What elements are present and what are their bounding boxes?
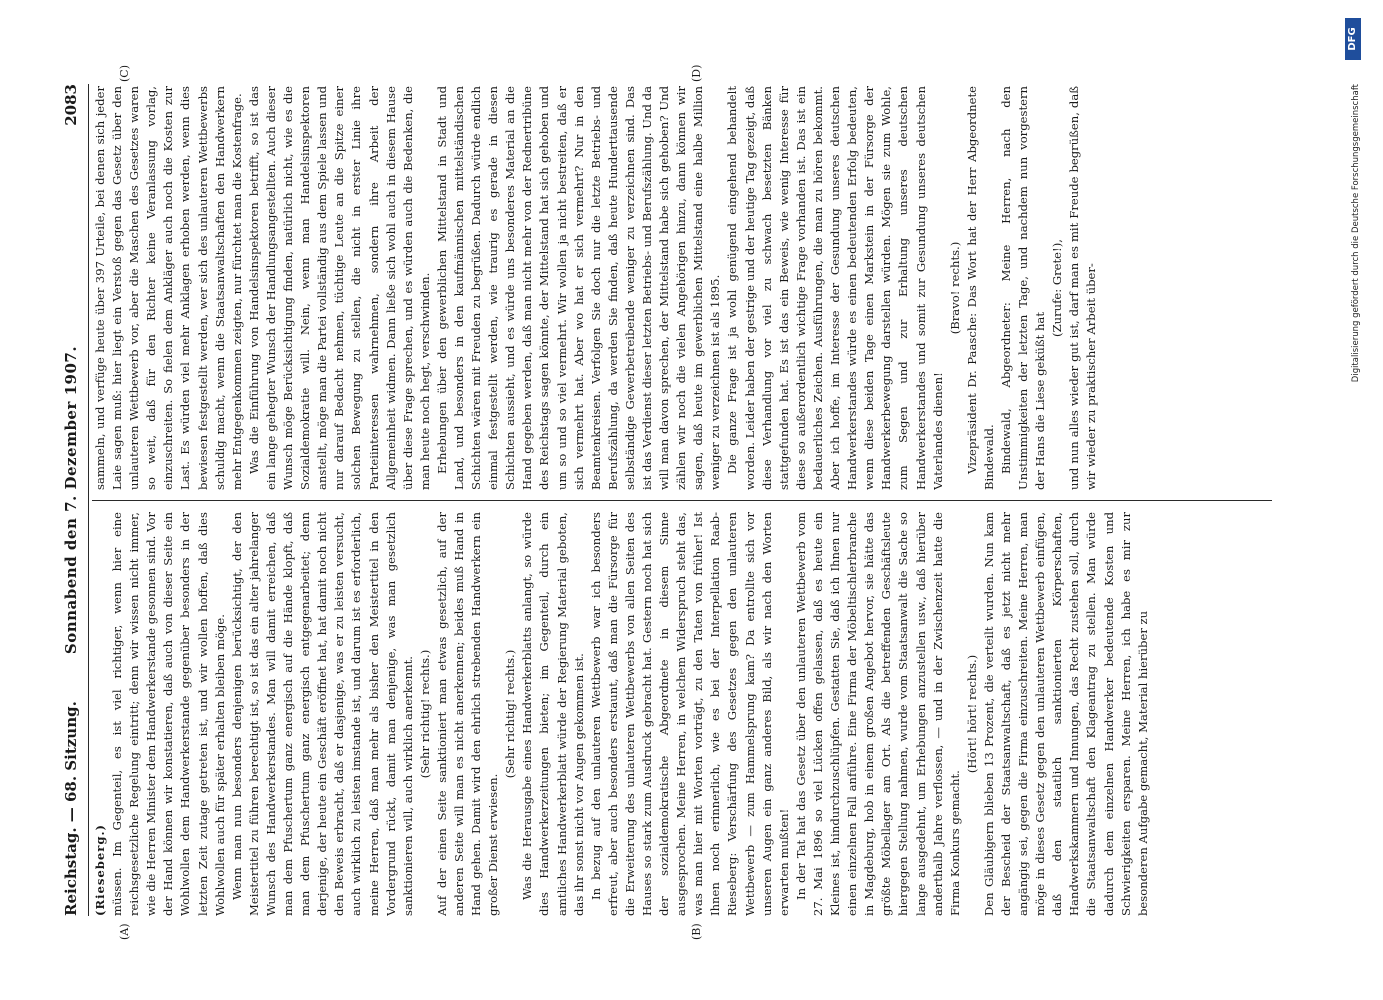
header-date: Sonnabend den 7. Dezember 1907. xyxy=(62,345,80,655)
paragraph: Vizepräsident Dr. Paasche: Das Wort hat der Herr Abgeordnete Bindewald. xyxy=(964,86,996,490)
header-rule xyxy=(88,84,89,916)
paragraph: Wenn man nun besonders denjenigen berücksichtigt, der den Meistertitel zu führen berechtigt ist, so ist das ein alter jahrelanger Wunsch des Handwerkerstandes. Man will damit erreichen, daß man dem Pfuschertum ganz energisch auf die Hände klopft, daß man dem Pfuschertum ganz energisch entgegenarbeitet; denn derjenige, der heute ein Geschäft eröffnet hat, hat damit noch nicht den Beweis erbracht, daß er dasjenige, was er zu leisten versucht, auch wirklich zu leisten imstande ist, und darum ist es erforderlich, meine Herren, daß man mehr als bisher den Meistertitel in den Vordergrund rückt, damit man denjenige, was man gesetzlich sanktionieren will, auch wirklich anerkennt. xyxy=(229,512,415,916)
interjection: (Sehr richtig! rechts.) xyxy=(503,649,518,779)
paragraph: Was die Herausgabe eines Handwerkerblatts anlangt, so würde dies Handwerkerzeitungen bieten; im Gegenteil, durch ein amtliches Handwerkerblatt würde der Regierung Material geboten, das ihr sonst nicht vor Augen gekommen ist. xyxy=(520,512,586,916)
margin-mark-d: (D) xyxy=(690,64,703,82)
page-header xyxy=(58,84,92,916)
paragraph: Auf der einen Seite sanktioniert man etwas gesetzlich, auf der anderen Seite will man es nicht anerkennen; beides muß Hand in Hand gehen. Damit wird den ehrlich strebenden Handwerkern ein großer Dienst erwiesen. xyxy=(434,512,501,916)
paragraph: und nun alles wieder gut ist, darf man es mit Freude begrüßen, daß wir wieder zu praktischer Arbeit über- xyxy=(1067,86,1099,490)
left-text-column xyxy=(92,512,1272,916)
margin-mark-c: (C) xyxy=(118,65,131,82)
interjection: (Sehr richtig! rechts.) xyxy=(417,649,432,779)
right-text-column xyxy=(92,86,1272,490)
interjection: (Zurufe: Grete!), xyxy=(1050,239,1065,337)
paragraph: müssen. Im Gegenteil, es ist viel richtiger, wenn hier eine reichsgesetzliche Regelung eintritt; denn wir wissen nicht immer, wie die Herren Minister dem Handwerkerstande gesonnen sind. Vor der Hand können wir konstatieren, daß auch von dieser Seite ein Wohlwollen dem Handwerkerstande gegenüber besonders in der letzten Zeit zutage getreten ist, und wir wollen hoffen, daß dies Wohlwollen auch für später erhalten bleiben möge. xyxy=(110,512,227,916)
column-divider xyxy=(92,500,1272,501)
interjection: (Hört! hört! rechts.) xyxy=(964,654,979,774)
paragraph: Die ganze Frage ist ja wohl genügend eingehend behandelt worden. Leider haben der gestrige und der heutige Tag gezeigt, daß diese Verhandlung vor viel zu schwach besetzten Bänken stattgefunden hat. Es ist das ein Beweis, wie wenig Interesse für diese so außerordentlich wichtige Frage vorhanden ist. Das ist ein bedauerliches Zeichen. Ausführungen, die man zu hören bekommt. Aber ich hoffe, im Interesse der Gesundung unseres deutschen Handwerkerstandes würde es einen bedeutenden Erfolg bedeuten, wenn diese beiden Tage einen Markstein in der Fürsorge der Handwerkerbewegung darstellen würden. Mögen sie zum Wohle, zum Segen und zur Erhaltung unseres deutschen Handwerkerstandes und somit zur Gesundung unseres deutschen Vaterlandes dienen! xyxy=(725,86,945,490)
margin-mark-a: (A) xyxy=(118,923,131,940)
paragraph: Den Gläubigern blieben 13 Prozent, die verteilt wurden. Nun kam der Bescheid der Staatsanwaltschaft, daß es jetzt nicht mehr angängig sei, gegen die Firma einzuschreiten. Meine Herren, man möge in dieses Gesetz gegen den unlauteren Wettbewerb einfügen, daß den staatlich sanktionierten Körperschaften, Handwerkskammern und Innungen, das Recht zustehen soll, durch die Staatsanwaltschaft den Klageantrag zu stellen. Man würde dadurch dem einzelnen Handwerker bedeutende Kosten und Schwierigkeiten ersparen. Meine Herren, ich habe es mir zur besonderen Aufgabe gemacht, Material hierüber zu xyxy=(981,512,1150,916)
dfg-credit-text: Digitalisierung gefördert durch die Deutsche Forschungsgemeinschaft xyxy=(1351,84,1361,383)
header-session: Reichstag. — 68. Sitzung. xyxy=(62,701,80,916)
interjection: (Bravo! rechts.) xyxy=(947,241,962,335)
paragraph: In der Tat hat das Gesetz über den unlauteren Wettbewerb vom 27. Mai 1896 so viel Lücken offen gelassen, daß es heute ein Kleines ist, hindurchzuschlüpfen. Gestatten Sie, daß ich Ihnen nur einen einzelnen Fall anführe. Eine Firma der Möbeltischlerbranche in Magdeburg, hob in einem großen Angebot hervor, sie hätte das größte Möbellager am Ort. Als die betreffenden Geschäftsleute hiergegen Stellung nahmen, wurde vom Staatsanwalt die Sache so lange ausgedehnt, um Erhebungen anzustellen usw., daß hierüber anderthalb Jahre verflossen, — und in der Zwischenzeit hatte die Firma Konkurs gemacht. xyxy=(793,512,962,916)
page-number: 2083 xyxy=(62,84,80,126)
speaker-label: (Rieseberg.) xyxy=(93,823,107,916)
dfg-logo: DFG xyxy=(1345,18,1361,60)
margin-mark-b: (B) xyxy=(690,923,703,940)
paragraph: Erhebungen über den gewerblichen Mittelstand in Stadt und Land, und besonders in den kaufmännischen mittelständischen Schichten wären mit Freuden zu begrüßen. Dadurch würde endlich einmal festgestellt werden, wie traurig es gerade in diesen Schichten aussieht, und es würde uns besonderes Material an die Hand gegeben werden, daß man nicht mehr von der Rednertribüne des Reichstags sagen könnte, der Mittelstand hat sich gehoben und um so und so viel vermehrt. Wir wollen ja nicht bestreiten, daß er sich vermehrt hat. Aber wo hat er sich vermehrt? Nur in den Beamtenkreisen. Verfolgen Sie doch nur die letzte Betriebs- und Berufszählung, da werden Sie finden, daß heute Hunderttausende selbständige Gewerbetreibende weniger zu verzeichnen sind. Das ist das Verdienst dieser letzten Betriebs- und Berufszählung. Und da will man davon sprechen, der Mittelstand habe sich gehoben? Und zählen wir noch die vielen Angehörigen hinzu, dann können wir sagen, daß heute im gewerblichen Mittelstand eine halbe Million weniger zu verzeichnen ist als 1895. xyxy=(434,86,723,490)
paragraph: Was die Einführung von Handelsinspektoren betrifft, so ist das ein lange gehegter Wunsch der Handlungsangestellten. Auch dieser Wunsch möge Berücksichtigung finden, natürlich nicht, wie es die Sozialdemokratie will. Nein, wenn man Handelsinspektoren anstellt, möge man die Partei vollständig aus dem Spiele lassen und nur darauf Bedacht nehmen, tüchtige Leute an die Spitze einer solchen Bewegung zu stellen, die nicht in erster Linie ihre Parteiinteressen wahrnehmen, sondern ihre Arbeit der Allgemeinheit widmen. Dann ließe sich wohl auch in diesem Hause über diese Frage sprechen, und es würden auch die Bedenken, die man heute noch hegt, verschwinden. xyxy=(246,86,432,490)
paragraph: Bindewald, Abgeordneter: Meine Herren, nach den Unstimmigkeiten der letzten Tage, und nachdem nun vorgestern der Hans die Liese geküßt hat xyxy=(998,86,1048,490)
digitization-credit xyxy=(1343,0,1383,1000)
paragraph: In bezug auf den unlauteren Wettbewerb war ich besonders erfreut, aber auch besonders erstaunt, daß man die Fürsorge für die Erweiterung des unlauteren Wettbewerbs von allen Seiten des Hauses so stark zum Ausdruck gebracht hat. Gestern noch hat sich der sozialdemokratische Abgeordnete in diesem Sinne ausgesprochen. Meine Herren, in welchem Widerspruch steht das, was man hier mit Worten vorträgt, zu den Taten von früher! Ist Ihnen noch erinnerlich, wie es bei der Interpellation Raab-Rieseberg: Verschärfung des Gesetzes gegen den unlauteren Wettbewerb — zum Hammelsprung kam? Da entrollte sich vor unseren Augen ein ganz anderes Bild, als wir nach den Worten erwarten mußten! xyxy=(588,512,791,916)
paragraph: sammeln, und verfüge heute über 397 Urteile, bei denen sich jeder Laie sagen muß: hier liegt ein Verstoß gegen das Gesetz über den unlauteren Wettbewerb vor, aber die Maschen des Gesetzes waren so weit, daß für den Richter keine Veranlassung vorlag, einzuschreiten. So fielen dem Ankläger auch noch die Kosten zur Last. Es würden viel mehr Anklagen erhoben werden, wenn dies bewiesen festgestellt werden, wer sich des unlauteren Wettbewerbs schuldig macht, wenn die Staatsanwaltschaften den Handwerkern mehr Entgegenkommen zeigten, nur fürchtet man die Kostenfrage. xyxy=(93,86,244,490)
